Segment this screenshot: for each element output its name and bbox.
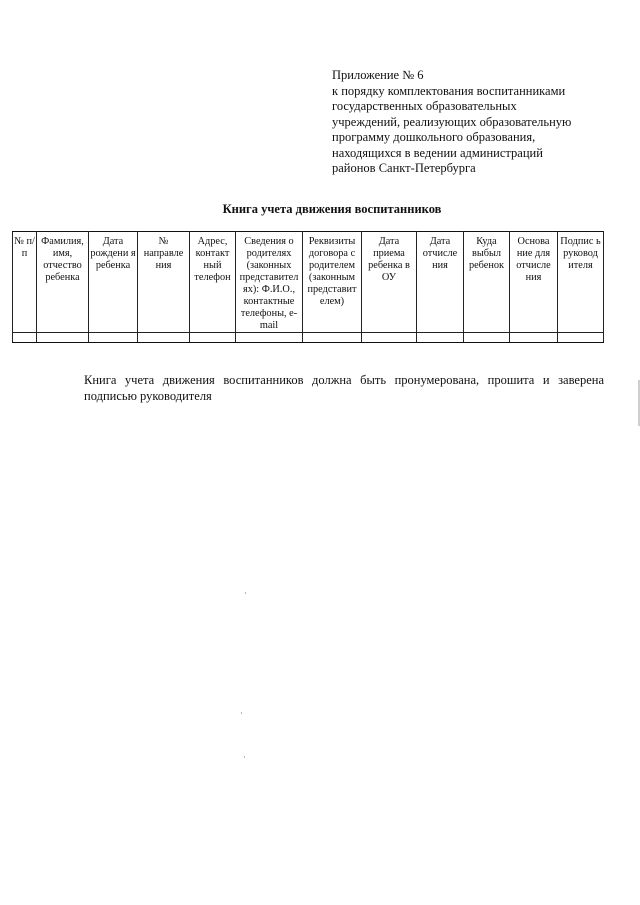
column-header-admission-date: Дата приема ребенка в ОУ (362, 232, 417, 333)
table-cell (236, 333, 303, 343)
column-header-expulsion-reason: Основа ние для отчисле ния (510, 232, 558, 333)
column-header-destination: Куда выбыл ребенок (464, 232, 510, 333)
registry-table (12, 231, 604, 343)
appendix-line: к порядку комплектования воспитанниками (332, 83, 566, 98)
column-header-number: № п/п (13, 232, 37, 333)
table-row (13, 333, 604, 343)
table-cell (190, 333, 236, 343)
appendix-header (332, 68, 622, 177)
table-cell (362, 333, 417, 343)
table-cell (417, 333, 464, 343)
column-header-parents-info: Сведения о родителях (законных представител ях): Ф.И.О., контактные телефоны, e-mail (236, 232, 303, 333)
table-cell (558, 333, 604, 343)
table-cell (13, 333, 37, 343)
table-cell (510, 333, 558, 343)
column-header-birth-date: Дата рождени я ребенка (89, 232, 138, 333)
column-header-contract: Реквизиты договора с родителем (законным представит елем) (303, 232, 362, 333)
document-title: Книга учета движения воспитанников (222, 202, 442, 216)
appendix-line: Приложение № 6 (332, 68, 424, 82)
column-header-referral-number: № направле ния (138, 232, 190, 333)
table-cell (303, 333, 362, 343)
table-cell (89, 333, 138, 343)
table-cell (138, 333, 190, 343)
scan-artifact (241, 712, 242, 714)
appendix-line: районов Санкт-Петербурга (332, 161, 476, 175)
column-header-name: Фамилия, имя, отчество ребенка (37, 232, 89, 333)
appendix-line: программу дошкольного образования, (332, 130, 536, 144)
appendix-line: находящихся в ведении администраций (332, 145, 543, 160)
table-cell (37, 333, 89, 343)
table-cell (464, 333, 510, 343)
column-header-expulsion-date: Дата отчисле ния (417, 232, 464, 333)
table-note: Книга учета движения воспитанников должна быть пронумерована, прошита и заверена подписью руководителя (84, 373, 604, 403)
scan-artifact (245, 592, 246, 594)
column-header-signature: Подпис ь руковод ителя (558, 232, 604, 333)
appendix-line: государственных образовательных (332, 99, 517, 113)
scan-artifact (244, 756, 245, 758)
table-header-row (13, 232, 604, 333)
column-header-address: Адрес, контакт ный телефон (190, 232, 236, 333)
appendix-line: учреждений, реализующих образовательную (332, 114, 572, 129)
